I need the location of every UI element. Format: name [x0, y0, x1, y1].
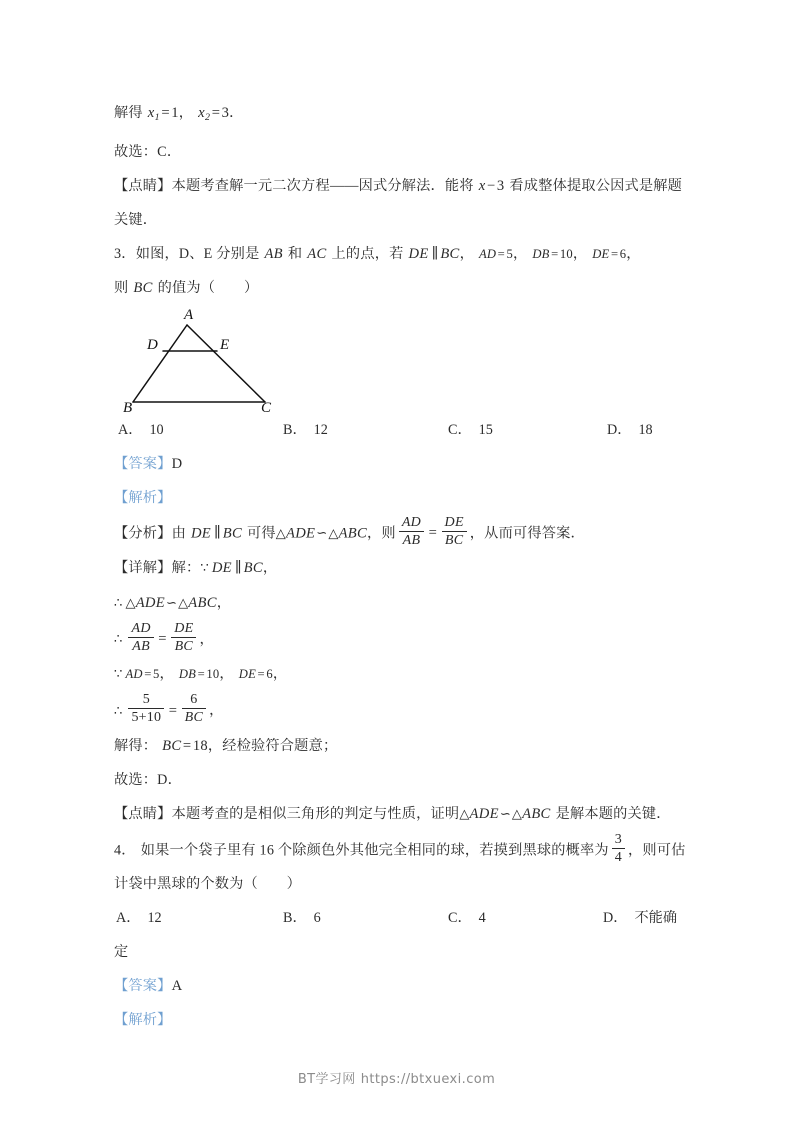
dianjing-text-before: 本题考查解一元二次方程——因式分解法．能将	[171, 177, 474, 194]
result-BC-value: 18	[192, 737, 208, 754]
solve-label: 解得：	[114, 737, 158, 754]
triangle-figure	[114, 305, 414, 413]
q3-stem-text1: 如图，D、E 分别是	[135, 245, 260, 262]
q4-stem-text1: 如果一个袋子里有 16 个除颜色外其他完全相同的球，若摸到黑球的概率为	[140, 842, 609, 859]
parallel-symbol-3: ∥	[234, 560, 241, 577]
dianjing-label: 【点睛】	[114, 177, 172, 194]
similar-symbol-2: ∽	[165, 596, 178, 612]
because-symbol-2: ∵	[114, 667, 123, 683]
document-body	[114, 96, 686, 1037]
segment-BC: BC	[440, 245, 460, 262]
q3-fenxi-line: 【分析】由 DE ∥ BC 可得△ADE∽△ABC，则 $\frac{AD}{AB}$ = $\frac{DE}{BC}$ ，从而可得答案．	[114, 514, 585, 548]
q3-answer-label: 【答案】	[114, 455, 172, 472]
q3-choose-line: 故选：D．	[114, 771, 182, 788]
conjunction: 和	[287, 245, 303, 262]
q2-dianjing-line	[114, 169, 683, 203]
q4-answer-line	[114, 969, 680, 1003]
variable-x1: $x_1$	[147, 105, 160, 123]
equals-sign-2: =	[211, 105, 221, 121]
q2-dianjing-wrap: 关键．	[114, 211, 158, 228]
segment-AB: AB	[264, 245, 283, 262]
fraction-DE-BC: $\frac{DE}{BC}$	[442, 515, 467, 548]
given-DE-value: 6	[619, 246, 627, 261]
value-x2: 3	[221, 105, 230, 121]
page-footer-watermark	[0, 1068, 793, 1087]
footer-url: https://btxuexi.com	[360, 1072, 496, 1087]
given-DB-value: 10	[559, 246, 573, 261]
q4-number: 4．	[114, 842, 136, 859]
fraction-5-over-5plus10: $\frac{5}{5+10}$	[128, 692, 164, 725]
xj-ABC: ABC	[188, 595, 217, 612]
triangle-symbol-1: △	[275, 526, 286, 542]
xj-DE-name: DE	[238, 667, 256, 682]
footer-site-name: BT学习网	[297, 1072, 356, 1087]
q3-xiangjie-line1: 【详解】解：∵ DE ∥ BC，	[114, 560, 278, 577]
q3-option-d[interactable]: D． 18	[607, 421, 653, 438]
therefore-symbol-3: ∴	[114, 703, 123, 719]
minus-sign: −	[486, 177, 496, 194]
q3-option-c[interactable]: C． 15	[448, 421, 493, 438]
q4-option-d[interactable]: D． 不能确	[603, 910, 678, 927]
xj-DB-value: 10	[206, 667, 220, 682]
q3-xiangjie-line4: ∵ AD = 5， DB = 10， DE = 6，	[114, 666, 288, 683]
xj-BC: BC	[243, 560, 263, 577]
q4-option-c[interactable]: C． 4	[448, 910, 486, 927]
q4-answer-value: A	[171, 978, 183, 995]
triangle-symbol-4: △	[178, 596, 189, 612]
q4-stem-line1	[114, 831, 686, 868]
xj-DE-value: 6	[266, 667, 273, 682]
fraction-AD-AB-2: $\frac{AD}{AB}$	[128, 621, 153, 654]
given-AD-value: 5	[506, 246, 513, 261]
fenxi-BC: BC	[222, 525, 243, 542]
because-symbol-1: ∵	[200, 561, 209, 577]
xj-DB-name: DB	[178, 667, 197, 682]
side-AB	[133, 325, 187, 402]
segment-DE: DE	[408, 245, 429, 262]
q4-option-a[interactable]: A． 12	[116, 910, 162, 927]
fraction-DE-BC-2: $\frac{DE}{BC}$	[171, 621, 196, 654]
q3-stem-text2: 上的点，若	[331, 245, 404, 262]
q2-choose-line: 故选：C．	[114, 143, 182, 160]
equals-sign-5: =	[168, 702, 178, 719]
equals-sign-4: =	[158, 631, 167, 648]
given-AD-name: AD	[478, 246, 497, 261]
expr-number-3: 3	[496, 177, 505, 194]
q3-answer-line	[114, 447, 680, 481]
fraction-AD-AB: $\frac{AD}{AB}$	[399, 515, 424, 548]
fraction-3-over-4: $\frac{3}{4}$	[612, 832, 625, 865]
similar-symbol-3: ∽	[499, 806, 511, 822]
variable-x2: $x_2$	[198, 105, 211, 123]
q4-stem-text2: ，则可估	[628, 842, 686, 859]
dj-ADE: ADE	[469, 805, 499, 822]
label-B: B	[123, 399, 133, 413]
q3-option-a[interactable]: A． 10	[118, 421, 164, 438]
q3-xiangjie-line5: ∴ $\frac{5}{5+10}$ = $\frac{6}{BC}$ ，	[114, 692, 224, 726]
similar-symbol-1: ∽	[316, 526, 328, 542]
label-E: E	[220, 336, 230, 353]
triangle-diagram-svg	[114, 305, 414, 413]
label-C: C	[261, 399, 272, 413]
label-A: A	[184, 306, 194, 323]
q4-options-row	[114, 901, 680, 935]
given-DE-name: DE	[592, 246, 610, 261]
label-D: D	[147, 336, 158, 353]
q3-xiangjie-line2: ∴ △ADE∽△ABC，	[114, 595, 232, 612]
solve-result-line	[114, 96, 680, 135]
dj-ABC: ABC	[522, 805, 551, 822]
q3-options-row	[114, 413, 680, 447]
q4-answer-label: 【答案】	[114, 978, 172, 995]
xj-ADE: ADE	[135, 595, 165, 612]
solve-prefix: 解得	[114, 105, 143, 121]
fenxi-ABC: ABC	[338, 525, 368, 542]
q3-xiangjie-line3: ∴ $\frac{AD}{AB}$ = $\frac{DE}{BC}$ ，	[114, 621, 214, 655]
xj-AD-name: AD	[125, 667, 143, 682]
q3-analysis-label: 【解析】	[114, 489, 172, 506]
triangle-symbol-3: △	[125, 596, 136, 612]
given-DB-name: DB	[532, 246, 550, 261]
dianjing-text-after: 看成整体提取公因式是解题	[509, 177, 683, 194]
q3-stem-prefix2: 则	[114, 279, 129, 296]
q3-stem-suffix2: 的值为（ ）	[157, 279, 259, 296]
therefore-symbol-1: ∴	[114, 596, 123, 612]
period: ．	[229, 105, 244, 121]
q3-dianjing-label: 【点睛】	[114, 805, 172, 822]
fenxi-ADE: ADE	[286, 525, 316, 542]
triangle-symbol-5: △	[459, 806, 470, 822]
q3-dianjing-line: 【点睛】本题考查的是相似三角形的判定与性质，证明△ADE∽△ABC 是解本题的关键．	[114, 805, 671, 822]
q4-options-wrap: 定	[114, 944, 129, 961]
q4-option-b[interactable]: B． 6	[283, 910, 321, 927]
xiangjie-label: 【详解】	[114, 560, 172, 577]
parallel-symbol-2: ∥	[214, 525, 220, 542]
triangle-symbol-6: △	[511, 806, 523, 822]
fraction-6-over-BC: $\frac{6}{BC}$	[182, 692, 207, 725]
fenxi-DE: DE	[190, 525, 212, 542]
segment-BC-2: BC	[133, 279, 153, 296]
comma: ，	[178, 105, 194, 121]
equals-sign: =	[161, 105, 170, 121]
therefore-symbol-2: ∴	[114, 632, 123, 648]
segment-AC: AC	[307, 245, 327, 262]
fenxi-label: 【分析】	[114, 525, 172, 542]
q3-option-b[interactable]: B． 12	[283, 421, 328, 438]
q4-stem-line2: 计袋中黑球的个数为（ ）	[114, 876, 302, 893]
q3-number: 3．	[114, 245, 136, 262]
triangle-symbol-2: △	[328, 526, 339, 542]
q3-stem-line2	[114, 271, 680, 305]
xj-AD-value: 5	[153, 667, 160, 682]
q3-xiangjie-line6: 解得： BC = 18，经检验符合题意；	[114, 737, 338, 754]
result-BC: BC	[162, 737, 182, 754]
equals-sign-3: =	[428, 525, 438, 542]
parallel-symbol: ∥	[431, 245, 438, 262]
q4-analysis-label: 【解析】	[114, 1012, 172, 1029]
xj-DE: DE	[211, 560, 232, 577]
value-x1: 1	[171, 105, 179, 121]
q3-answer-value: D	[171, 455, 183, 472]
expr-variable-x: x	[478, 177, 486, 194]
q3-stem-line1: 3．如图，D、E 分别是 AB 和 AC 上的点，若 DE ∥ BC， AD = 5， DB = 10， DE = 6，	[114, 245, 641, 262]
